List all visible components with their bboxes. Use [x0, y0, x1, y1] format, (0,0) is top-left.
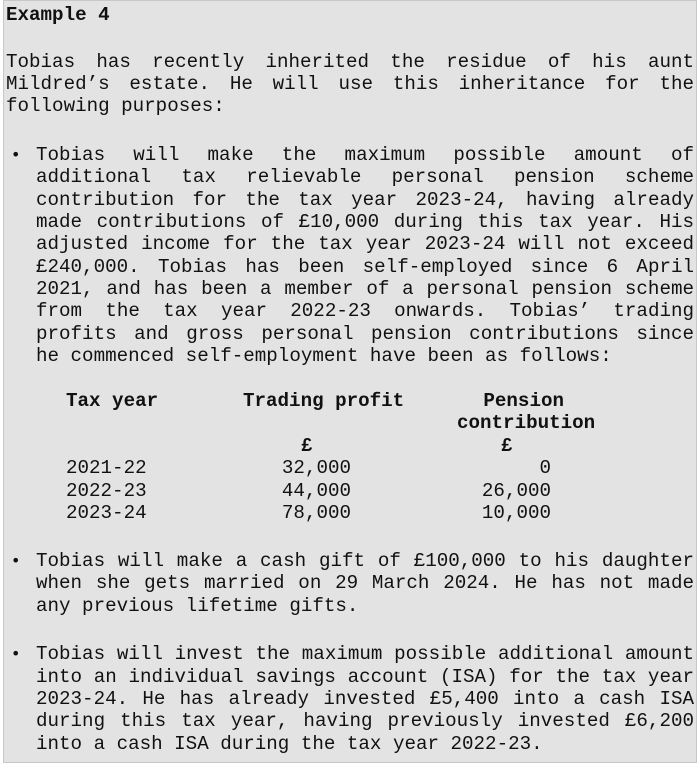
cell-trading-profit: 78,000: [281, 502, 351, 524]
col-header-pension: Pension: [483, 390, 564, 412]
bullet1-line: additional tax relievable personal pension scheme: [36, 166, 694, 188]
bullet1-line: profits and gross personal pension contributions since: [36, 323, 694, 345]
bullet-marker: •: [11, 145, 21, 164]
col-header-tax-year: Tax year: [66, 390, 159, 412]
bullet3-line: Tobias will invest the maximum possible additional amount: [36, 643, 694, 665]
bullet1-line: £240,000. Tobias has been self-employed since 6 April: [36, 256, 694, 278]
cell-trading-profit: 44,000: [281, 480, 351, 502]
col-header-pension: contribution: [457, 412, 596, 434]
bullet-marker: •: [11, 551, 21, 570]
cell-pension-contribution: 0: [539, 457, 551, 479]
bullet3-line: during this tax year, having previously invested £6,200: [36, 710, 694, 732]
bullet3-line: 2023-24. He has already invested £5,400 into a cash ISA: [36, 688, 694, 710]
bullet1-line: from the tax year 2022-23 onwards. Tobias’ trading: [36, 300, 694, 322]
bullet2-line: any previous lifetime gifts.: [36, 595, 359, 617]
bullet-marker: •: [11, 644, 21, 663]
bullet3-line: into an individual savings account (ISA) for the tax year: [36, 666, 694, 688]
bullet1-line: adjusted income for the tax year 2023-24 will not exceed: [36, 233, 694, 255]
cell-tax-year: 2023-24: [66, 502, 147, 524]
bullet1-line: he commenced self-employment have been as follows:: [36, 345, 612, 367]
intro-line: Tobias has recently inherited the residue of his aunt: [6, 51, 694, 73]
bullet2-line: when she gets married on 29 March 2024. He has not made: [36, 572, 694, 594]
bullet1-line: contribution for the tax year 2023-24, having already: [36, 189, 694, 211]
bullet1-line: made contributions of £10,000 during this tax year. His: [36, 211, 694, 233]
cell-tax-year: 2021-22: [66, 457, 147, 479]
bullet2-line: Tobias will make a cash gift of £100,000 to his daughter: [36, 550, 694, 572]
intro-line: following purposes:: [6, 95, 225, 117]
intro-line: Mildred’s estate. He will use this inheritance for the: [6, 73, 694, 95]
unit-label-profit: £: [301, 435, 313, 457]
col-header-trading-profit: Trading profit: [243, 390, 405, 412]
cell-trading-profit: 32,000: [281, 457, 351, 479]
bullet1-line: Tobias will make the maximum possible amount of: [36, 144, 694, 166]
example-panel: [3, 0, 697, 763]
bullet3-line: into a cash ISA during the tax year 2022-23.: [36, 733, 543, 755]
unit-label-pension: £: [501, 435, 513, 457]
cell-pension-contribution: 10,000: [481, 502, 551, 524]
cell-tax-year: 2022-23: [66, 480, 147, 502]
bullet1-line: 2021, and has been a member of a personal pension scheme: [36, 278, 694, 300]
example-heading: Example 4: [6, 4, 110, 26]
cell-pension-contribution: 26,000: [481, 480, 551, 502]
